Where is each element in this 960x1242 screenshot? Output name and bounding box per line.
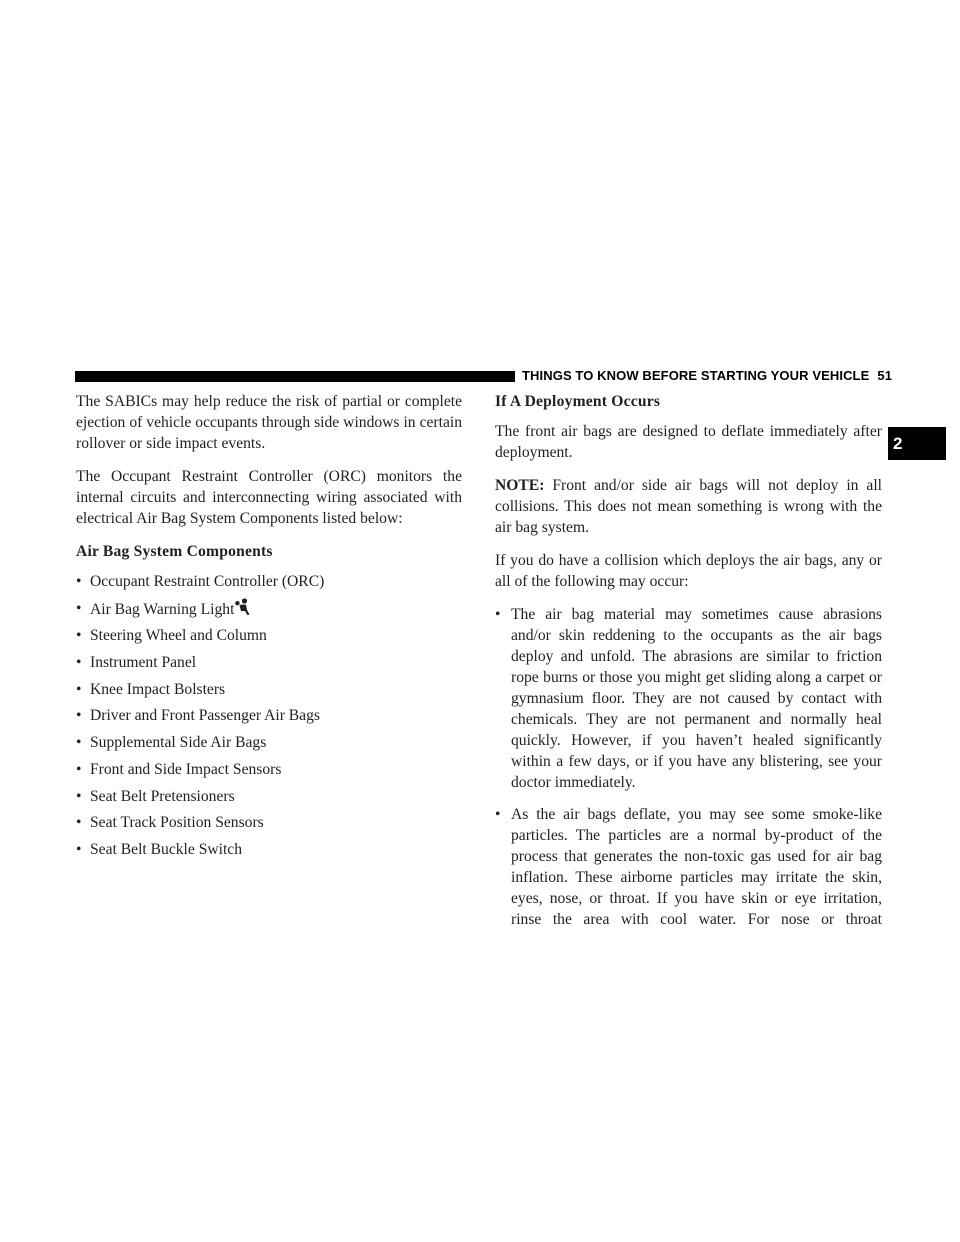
bullet: • <box>76 734 82 752</box>
list-item: • Seat Belt Buckle Switch <box>76 840 243 858</box>
deployment-heading: If A Deployment Occurs <box>495 393 661 410</box>
running-header <box>522 367 893 385</box>
left-column <box>76 391 462 866</box>
chapter-tab: 2 <box>888 427 946 460</box>
deployment-effects-list <box>495 604 882 930</box>
list-item: • Seat Track Position Sensors <box>76 814 264 832</box>
deflate-paragraph: The front air bags are designed to deflate immediately after deployment. <box>495 423 882 461</box>
list-item: • As the air bags deflate, you may see some smoke-like particles. The particles are a normal by-product of the process that generates the non-toxic gas used for air bag inflation. These airborne particles may irritate the skin, eyes, nose, or throat. If you have skin or eye irritation, rinse the area with cool water. For nose or throat <box>495 806 882 928</box>
sabic-paragraph: The SABICs may help reduce the risk of partial or complete ejection of vehicle occupants through side windows in certain rollover or side impact events. <box>76 393 462 452</box>
orc-paragraph: The Occupant Restraint Controller (ORC) monitors the internal circuits and interconnecting wiring associated with electrical Air Bag System Components listed below: <box>76 468 462 527</box>
header-title: THINGS TO KNOW BEFORE STARTING YOUR VEHICLE <box>522 368 870 383</box>
bullet: • <box>76 599 82 617</box>
bullet: • <box>76 840 82 858</box>
list-item: • Occupant Restraint Controller (ORC) <box>76 573 325 590</box>
collision-paragraph: If you do have a collision which deploys the air bags, any or all of the following may occur: <box>495 552 882 590</box>
right-column <box>495 391 882 941</box>
list-item: • Seat Belt Pretensioners <box>76 787 235 805</box>
list-item: • Supplemental Side Air Bags <box>76 734 267 752</box>
components-heading: Air Bag System Components <box>76 543 273 560</box>
bullet: • <box>76 654 82 672</box>
note-paragraph <box>495 475 882 538</box>
bullet: • <box>76 814 82 832</box>
bullet: • <box>76 787 82 805</box>
list-item: • Steering Wheel and Column <box>76 627 267 645</box>
list-item: • Knee Impact Bolsters <box>76 680 226 698</box>
list-item: • Air Bag Warning Light <box>76 598 462 620</box>
bullet: • <box>76 707 82 725</box>
bullet: • <box>76 627 82 645</box>
bullet: • <box>76 573 82 590</box>
note-label: NOTE: <box>495 477 545 494</box>
airbag-warning-icon <box>235 598 251 616</box>
bullet: • <box>495 806 501 823</box>
bullet: • <box>76 680 82 698</box>
components-list <box>76 571 462 860</box>
note-text: Front and/or side air bags will not deploy in all collisions. This does not mean something is wrong with the air bag system. <box>495 477 882 536</box>
page-number: 51 <box>877 368 893 383</box>
list-item: • Instrument Panel <box>76 654 197 672</box>
list-item: • Front and Side Impact Sensors <box>76 760 282 778</box>
list-item: • The air bag material may sometimes cause abrasions and/or skin reddening to the occupants as the air bags deploy and unfold. The abrasions are similar to friction rope burns or those you might get sliding along a carpet or gymnasium floor. They are not caused by contact with chemicals. They are not permanent and normally heal quickly. However, if you haven’t healed significantly within a few days, or if you have any blistering, see your doctor immediately. <box>495 606 882 791</box>
header-rule <box>75 371 515 382</box>
bullet: • <box>76 760 82 778</box>
bullet: • <box>495 606 501 623</box>
list-item: • Driver and Front Passenger Air Bags <box>76 707 320 725</box>
